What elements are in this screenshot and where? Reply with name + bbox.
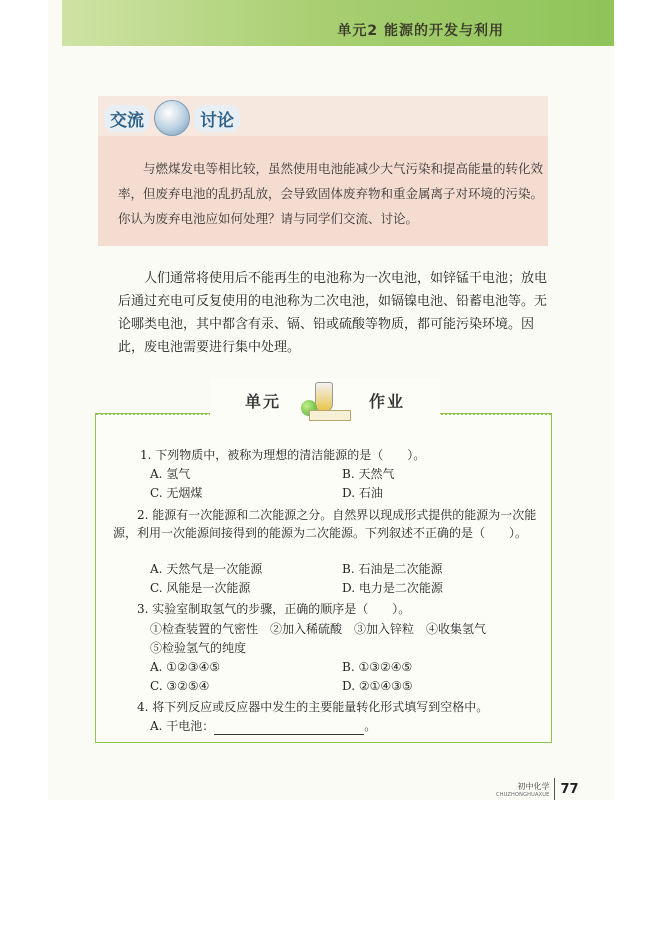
footer-pinyin: CHUZHONGHUAXUE <box>496 791 550 798</box>
q3-option-b: B. ①③②④⑤ <box>342 660 413 674</box>
q2-option-b: B. 石油是二次能源 <box>342 562 443 576</box>
q4-option-a <box>150 717 376 735</box>
page-number: 77 <box>560 781 579 797</box>
unit-title: 单元2 能源的开发与利用 <box>337 23 504 39</box>
q3-stem: 3. 实验室制取氢气的步骤，正确的顺序是（ ）。 <box>137 602 411 616</box>
q3-option-c: C. ③②⑤④ <box>150 679 210 693</box>
q2-option-c: C. 风能是一次能源 <box>150 581 251 595</box>
book-shape <box>309 410 351 421</box>
q3-option-d: D. ②①④③⑤ <box>342 679 413 693</box>
footer-subject-block <box>496 781 549 798</box>
q3-steps-line1: ①检查装置的气密性 ②加入稀硫酸 ③加入锌粒 ④收集氢气 <box>150 622 487 636</box>
q1-option-a: A. 氢气 <box>150 467 191 481</box>
q3-steps-line2: ⑤检验氢气的纯度 <box>150 641 247 655</box>
homework-title-right: 作业 <box>369 391 406 411</box>
q2-stem: 2. 能源有一次能源和二次能源之分。自然界以现成形式提供的能源为一次能源，利用一次能源间接得到的能源为二次能源。下列叙述不正确的是（ ）。 <box>113 508 537 540</box>
q1-option-b: B. 天然气 <box>342 467 395 481</box>
q4-answer-blank[interactable] <box>214 722 364 735</box>
page-footer <box>496 774 579 804</box>
discussion-globe-icon <box>154 100 190 136</box>
q2-option-d: D. 电力是二次能源 <box>342 581 443 595</box>
q1-stem: 1. 下列物质中，被称为理想的清洁能源的是（ ）。 <box>140 448 426 462</box>
lab-flask-icon <box>299 378 351 422</box>
discussion-text: 与燃煤发电等相比较，虽然使用电池能减少大气污染和提高能量的转化效率，但废弃电池的乱扔乱放，会导致固体废弃物和重金属离子对环境的污染。你认为废弃电池应如何处理？请与同学们交流、讨论。 <box>118 161 544 226</box>
discussion-label-right: 讨论 <box>194 105 240 132</box>
footer-separator <box>554 778 555 800</box>
flask-shape <box>315 382 333 412</box>
q4-option-a-label: A. 干电池： <box>150 719 215 733</box>
body-paragraph: 人们通常将使用后不能再生的电池称为一次电池，如锌锰干电池；放电后通过充电可反复使用的电池称为二次电池，如镉镍电池、铅蓄电池等。无论哪类电池，其中都含有汞、镉、铅或硫酸等物质，都可能污染环境。因此，废电池需要进行集中处理。 <box>118 271 548 355</box>
homework-title-left: 单元 <box>244 391 281 411</box>
q4-stem: 4. 将下列反应或反应器中发生的主要能量转化形式填写到空格中。 <box>137 700 489 714</box>
homework-title <box>210 378 440 422</box>
discussion-label-left: 交流 <box>104 105 150 132</box>
q1-option-d: D. 石油 <box>342 486 383 500</box>
q2-option-a: A. 天然气是一次能源 <box>150 562 263 576</box>
q4-option-a-end: 。 <box>364 719 377 733</box>
header-bar <box>62 0 614 46</box>
q3-option-a: A. ①②③④⑤ <box>150 660 221 674</box>
discussion-label <box>104 104 240 132</box>
q1-option-c: C. 无烟煤 <box>150 486 203 500</box>
footer-subject: 初中化学 <box>517 781 550 791</box>
